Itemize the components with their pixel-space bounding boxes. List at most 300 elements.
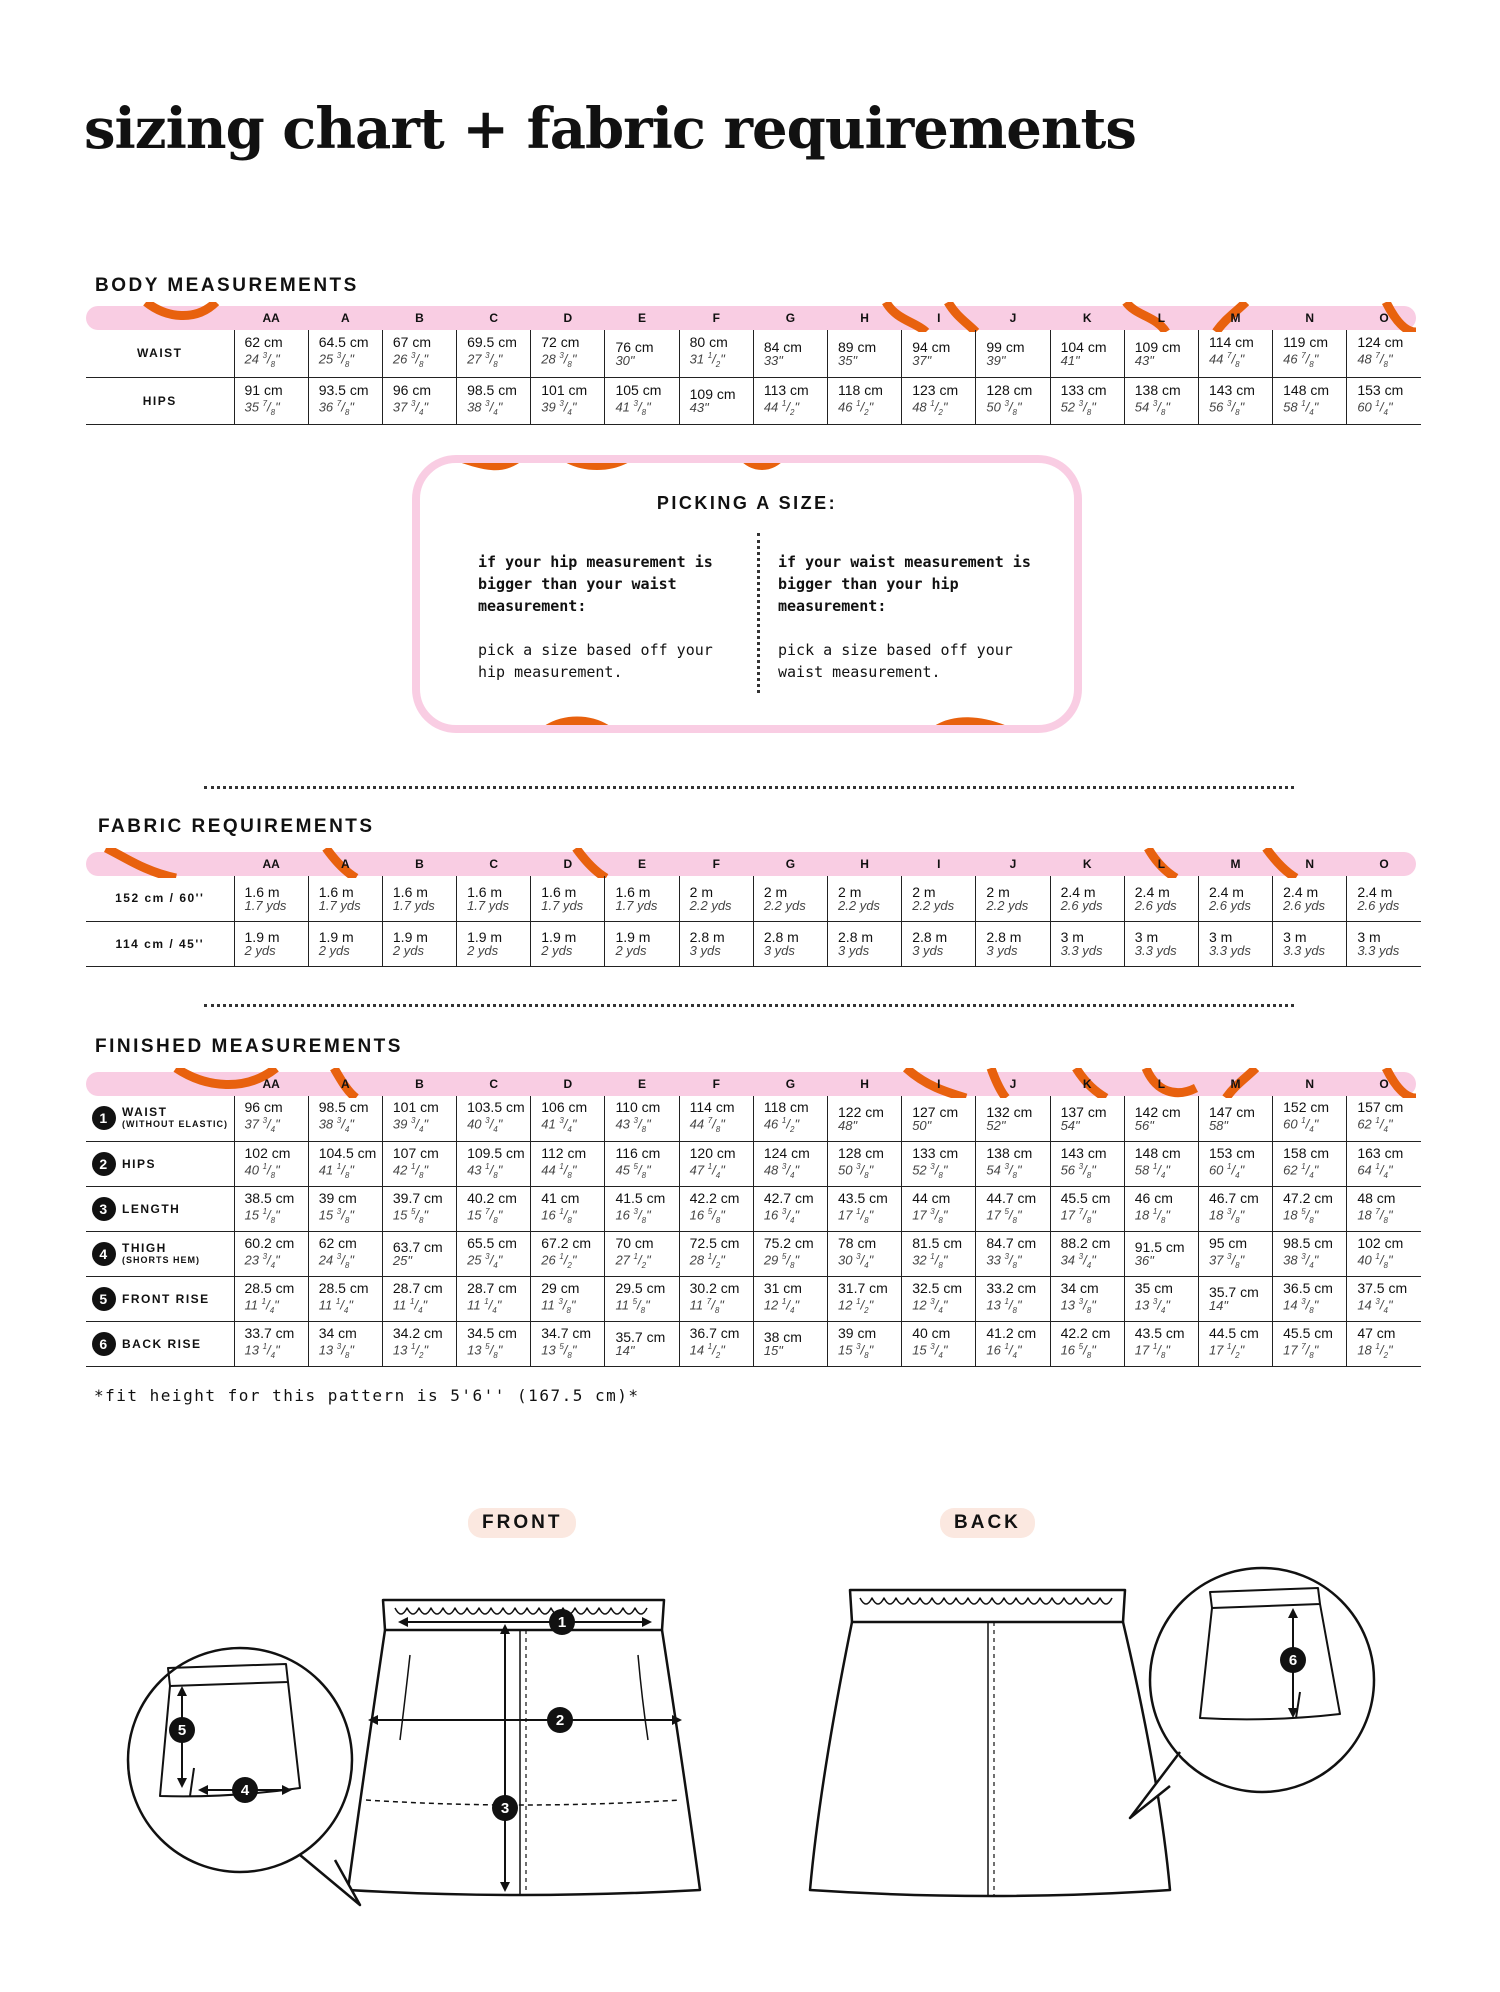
table-cell — [1050, 1096, 1124, 1141]
cell-primary-value: 120 cm — [689, 1144, 736, 1161]
table-cell — [1198, 1321, 1272, 1366]
table-cell — [828, 876, 902, 921]
table-cell — [1347, 1186, 1421, 1231]
cell-primary-value: 152 cm — [1283, 1099, 1330, 1116]
table-cell — [679, 876, 753, 921]
cell-primary-value: 44.7 cm — [986, 1189, 1037, 1206]
table-cell — [308, 921, 382, 966]
cell-secondary-value: 28 $^1/_2$" — [689, 1251, 725, 1270]
page-title: sizing chart + fabric requirements — [84, 96, 1136, 162]
table-cell — [531, 876, 605, 921]
cell-primary-value: 113 cm — [763, 381, 809, 398]
cell-secondary-value: 14" — [1208, 1298, 1229, 1313]
cell-primary-value: 75.2 cm — [763, 1234, 814, 1251]
row-label — [86, 1141, 234, 1186]
cell-secondary-value: 15 $^5/_8$" — [392, 1206, 429, 1225]
cell-secondary-value: 2.2 yds — [689, 897, 732, 913]
table-cell — [531, 1186, 605, 1231]
row-label-sub: (WITHOUT ELASTIC) — [122, 1119, 228, 1130]
row-label-main: LENGTH — [122, 1201, 181, 1216]
cell-secondary-value: 11 $^1/_4$" — [392, 1296, 428, 1315]
table-cell — [382, 921, 456, 966]
marker-1 — [549, 1609, 575, 1635]
cell-primary-value: 2.4 m — [1060, 883, 1096, 900]
size-header-c: C — [489, 311, 498, 325]
table-cell — [234, 1141, 308, 1186]
table-cell — [902, 876, 976, 921]
size-header-h: H — [860, 857, 869, 871]
cell-primary-value: 78 cm — [838, 1234, 877, 1251]
marker-4 — [232, 1777, 258, 1803]
table-cell — [828, 1276, 902, 1321]
cell-secondary-value: 39 $^3/_4$" — [392, 1116, 429, 1135]
table-cell — [1050, 1276, 1124, 1321]
cell-secondary-value: 13 $^1/_2$" — [392, 1341, 429, 1360]
body-measurements-heading: BODY MEASUREMENTS — [95, 275, 359, 296]
cell-secondary-value: 3.3 yds — [1357, 943, 1400, 958]
cell-secondary-value: 30 $^3/_4$" — [838, 1251, 874, 1270]
cell-primary-value: 36.7 cm — [689, 1324, 740, 1341]
cell-primary-value: 1.9 m — [318, 929, 354, 945]
cell-secondary-value: 2.6 yds — [1060, 897, 1103, 913]
cell-secondary-value: 60 $^1/_4$" — [1357, 398, 1393, 417]
cell-secondary-value: 33" — [763, 352, 783, 368]
size-header-i: I — [937, 311, 941, 325]
marker-6 — [1280, 1647, 1306, 1673]
table-cell — [1347, 377, 1421, 424]
cell-secondary-value: 13 $^3/_4$" — [1134, 1296, 1170, 1315]
size-header-j: J — [1009, 1077, 1017, 1091]
cell-primary-value: 2 m — [763, 883, 788, 900]
table-cell — [902, 1276, 976, 1321]
cell-secondary-value: 26 $^3/_8$" — [392, 351, 429, 370]
cell-primary-value: 143 cm — [1060, 1144, 1107, 1161]
row-number-badge: 4 — [92, 1242, 116, 1266]
cell-primary-value: 2.8 m — [763, 929, 799, 945]
cell-primary-value: 98.5 cm — [318, 1099, 369, 1116]
table-cell — [828, 330, 902, 377]
table-cell — [234, 921, 308, 966]
table-cell — [753, 1276, 827, 1321]
marker-4-label: 4 — [240, 1782, 250, 1799]
cell-primary-value: 33.7 cm — [244, 1324, 295, 1341]
table-cell — [976, 330, 1050, 377]
cell-primary-value: 42.2 cm — [1060, 1324, 1111, 1341]
row-label-text — [122, 1293, 210, 1305]
table-cell — [1050, 1321, 1124, 1366]
cell-primary-value: 158 cm — [1283, 1144, 1330, 1161]
back-label: BACK — [940, 1508, 1035, 1538]
cell-secondary-value: 41 $^3/_8$" — [615, 398, 651, 417]
waist-rule-answer: pick a size based off your waist measurement. — [778, 641, 1013, 681]
cell-primary-value: 138 cm — [986, 1144, 1033, 1161]
cell-primary-value: 1.6 m — [615, 883, 651, 900]
cell-secondary-value: 52" — [986, 1117, 1006, 1133]
cell-secondary-value: 40 $^3/_4$" — [467, 1116, 503, 1135]
cell-secondary-value: 41 $^3/_4$" — [541, 1116, 577, 1135]
cell-secondary-value: 13 $^3/_8$" — [1060, 1296, 1096, 1315]
cell-primary-value: 30.2 cm — [689, 1279, 740, 1296]
garment-diagram — [0, 1560, 1500, 1960]
cell-primary-value: 88.2 cm — [1060, 1234, 1111, 1251]
table-cell — [828, 1096, 902, 1141]
cell-secondary-value: 17 $^7/_8$" — [1283, 1341, 1319, 1360]
cell-secondary-value: 11 $^1/_4$" — [244, 1296, 279, 1315]
table-cell — [457, 330, 531, 377]
table-cell — [1124, 1321, 1198, 1366]
table-cell — [828, 1231, 902, 1276]
size-header-n: N — [1305, 311, 1315, 325]
table-cell — [1198, 1231, 1272, 1276]
table-cell — [457, 1231, 531, 1276]
cell-secondary-value: 3 yds — [689, 943, 721, 958]
cell-secondary-value: 44 $^1/_8$" — [541, 1161, 577, 1180]
row-label — [86, 1096, 234, 1141]
cell-secondary-value: 18 $^1/_2$" — [1357, 1341, 1393, 1360]
cell-secondary-value: 15 $^7/_8$" — [467, 1206, 503, 1225]
cell-secondary-value: 1.7 yds — [392, 897, 435, 913]
cell-primary-value: 102 cm — [1357, 1234, 1404, 1251]
cell-primary-value: 1.9 m — [615, 929, 651, 945]
cell-primary-value: 153 cm — [1357, 381, 1404, 398]
cell-secondary-value: 14 $^3/_8$" — [1283, 1296, 1319, 1315]
cell-primary-value: 137 cm — [1060, 1103, 1107, 1120]
finished-measurements-heading: FINISHED MEASUREMENTS — [95, 1036, 403, 1057]
cell-secondary-value: 62 $^1/_4$" — [1283, 1161, 1319, 1180]
cell-secondary-value: 16 $^3/_8$" — [615, 1206, 651, 1225]
size-header-a: A — [340, 1077, 350, 1091]
header-spacer — [86, 1072, 234, 1096]
size-header-n: N — [1305, 1077, 1315, 1091]
row-label: HIPS — [86, 377, 234, 424]
table-cell — [457, 1096, 531, 1141]
cell-primary-value: 2.8 m — [689, 929, 725, 945]
row-number-badge: 2 — [92, 1152, 116, 1176]
cell-primary-value: 147 cm — [1208, 1103, 1255, 1120]
cell-primary-value: 114 cm — [689, 1099, 735, 1116]
size-header-f: F — [712, 1077, 720, 1091]
table-cell — [902, 1186, 976, 1231]
cell-secondary-value: 13 $^3/_8$" — [318, 1341, 354, 1360]
fit-height-note: *fit height for this pattern is 5'6'' (167.5 cm)* — [94, 1386, 640, 1405]
table-cell — [902, 921, 976, 966]
cell-primary-value: 33.2 cm — [986, 1279, 1037, 1296]
cell-primary-value: 99 cm — [986, 338, 1025, 355]
cell-primary-value: 1.9 m — [467, 929, 503, 945]
cell-primary-value: 153 cm — [1208, 1144, 1255, 1161]
cell-primary-value: 118 cm — [838, 381, 883, 398]
size-header-c: C — [489, 1077, 498, 1091]
cell-secondary-value: 35 $^7/_8$" — [244, 398, 280, 417]
cell-primary-value: 29.5 cm — [615, 1279, 666, 1296]
table-cell — [753, 876, 827, 921]
cell-secondary-value: 27 $^1/_2$" — [615, 1251, 651, 1270]
cell-secondary-value: 38 $^3/_4$" — [1283, 1251, 1319, 1270]
table-cell — [1347, 1231, 1421, 1276]
cell-secondary-value: 37 $^3/_8$" — [1208, 1251, 1245, 1270]
table-cell — [976, 1231, 1050, 1276]
cell-primary-value: 116 cm — [615, 1144, 661, 1161]
cell-secondary-value: 41 $^1/_8$" — [318, 1161, 354, 1180]
fabric-requirements-heading: FABRIC REQUIREMENTS — [98, 816, 375, 837]
table-cell — [605, 921, 679, 966]
cell-secondary-value: 37 $^3/_4$" — [392, 398, 429, 417]
table-cell — [1198, 1276, 1272, 1321]
marker-2-label: 2 — [555, 1712, 565, 1729]
cell-secondary-value: 11 $^1/_4$" — [318, 1296, 353, 1315]
cell-secondary-value: 40 $^1/_8$" — [1357, 1251, 1393, 1270]
table-cell — [1273, 330, 1347, 377]
cell-primary-value: 76 cm — [615, 338, 654, 355]
size-header-b: B — [415, 1077, 424, 1091]
row-label-main: FRONT RISE — [122, 1291, 210, 1306]
table-cell — [1124, 1141, 1198, 1186]
cell-secondary-value: 27 $^3/_8$" — [467, 351, 503, 370]
size-header-b: B — [415, 857, 424, 871]
table-cell — [308, 1096, 382, 1141]
table-cell — [1347, 1321, 1421, 1366]
table-cell — [902, 1096, 976, 1141]
size-header-m: M — [1230, 1077, 1241, 1091]
size-header-e: E — [638, 1077, 647, 1091]
table-cell — [605, 1276, 679, 1321]
cell-secondary-value: 2 yds — [467, 943, 499, 958]
cell-secondary-value: 26 $^1/_2$" — [541, 1251, 577, 1270]
size-header-e: E — [638, 857, 647, 871]
waist-rule-question: if your waist measurement is bigger than your hip measurement: — [778, 553, 1031, 615]
table-cell — [531, 1276, 605, 1321]
cell-primary-value: 3 m — [1134, 929, 1159, 945]
table-cell — [308, 1276, 382, 1321]
table-cell — [457, 876, 531, 921]
back-shorts-drawing — [1200, 1588, 1340, 1719]
table-cell — [1198, 876, 1272, 921]
cell-secondary-value: 54 $^3/_8$" — [1134, 398, 1170, 417]
cell-primary-value: 103.5 cm — [467, 1099, 525, 1116]
cell-secondary-value: 44 $^1/_2$" — [763, 398, 800, 417]
table-cell — [679, 1276, 753, 1321]
cell-secondary-value: 46 $^1/_2$" — [838, 398, 874, 417]
section-divider — [204, 786, 1294, 789]
cell-primary-value: 32.5 cm — [912, 1279, 963, 1296]
cell-primary-value: 47.2 cm — [1283, 1189, 1333, 1206]
cell-primary-value: 35.7 cm — [615, 1329, 666, 1345]
size-header-g: G — [785, 1077, 796, 1091]
table-cell — [234, 377, 308, 424]
cell-secondary-value: 17 $^1/_2$" — [1208, 1341, 1245, 1360]
cell-primary-value: 46.7 cm — [1208, 1189, 1259, 1206]
cell-primary-value: 62 cm — [244, 334, 283, 351]
table-cell — [457, 1321, 531, 1366]
cell-secondary-value: 43 $^3/_8$" — [615, 1116, 651, 1135]
table-cell — [753, 1186, 827, 1231]
row-number-badge: 3 — [92, 1197, 116, 1221]
cell-primary-value: 47 cm — [1357, 1324, 1396, 1341]
size-header-d: D — [563, 311, 573, 325]
cell-secondary-value: 15 $^3/_8$" — [838, 1341, 874, 1360]
table-cell — [679, 1141, 753, 1186]
size-header-h: H — [860, 1077, 869, 1091]
cell-primary-value: 31 cm — [763, 1279, 802, 1296]
table-row — [86, 1186, 1421, 1231]
table-cell — [1124, 876, 1198, 921]
size-header-o: O — [1379, 857, 1389, 871]
cell-secondary-value: 2 yds — [392, 943, 424, 958]
table-cell — [1124, 377, 1198, 424]
waist-rule — [778, 551, 1038, 683]
table-row — [86, 1231, 1421, 1276]
cell-primary-value: 41.2 cm — [986, 1324, 1037, 1341]
cell-primary-value: 40.2 cm — [467, 1189, 517, 1206]
size-header-m: M — [1230, 857, 1241, 871]
cell-secondary-value: 15" — [763, 1343, 783, 1358]
section-divider — [204, 1004, 1294, 1007]
table-cell — [457, 1276, 531, 1321]
marker-6-label: 6 — [1288, 1652, 1298, 1669]
cell-secondary-value: 11 $^5/_8$" — [615, 1296, 650, 1315]
cell-secondary-value: 35" — [838, 352, 858, 368]
table-cell — [1347, 330, 1421, 377]
cell-secondary-value: 18 $^7/_8$" — [1357, 1206, 1393, 1225]
cell-secondary-value: 31 $^1/_2$" — [689, 351, 725, 370]
table-cell — [679, 1186, 753, 1231]
row-label — [86, 1321, 234, 1366]
cell-secondary-value: 38 $^3/_4$" — [318, 1116, 354, 1135]
cell-secondary-value: 11 $^7/_8$" — [689, 1296, 724, 1315]
cell-secondary-value: 44 $^7/_8$" — [1208, 351, 1245, 370]
table-cell — [828, 921, 902, 966]
cell-primary-value: 133 cm — [1060, 381, 1107, 398]
table-cell — [1273, 1231, 1347, 1276]
table-cell — [605, 1231, 679, 1276]
cell-secondary-value: 2.6 yds — [1357, 897, 1400, 913]
row-label — [86, 1231, 234, 1276]
table-cell — [1124, 330, 1198, 377]
cell-secondary-value: 37 $^3/_4$" — [244, 1116, 280, 1135]
cell-primary-value: 101 cm — [392, 1099, 439, 1116]
cell-primary-value: 3 m — [1208, 929, 1233, 945]
table-cell — [828, 1321, 902, 1366]
cell-secondary-value: 17 $^5/_8$" — [986, 1206, 1022, 1225]
body-measurements-table — [86, 306, 1421, 425]
cell-primary-value: 109 cm — [1134, 338, 1181, 355]
row-number-badge: 6 — [92, 1332, 116, 1356]
cell-secondary-value: 12 $^3/_4$" — [912, 1296, 948, 1315]
table-cell — [828, 377, 902, 424]
table-cell — [382, 1141, 456, 1186]
cell-primary-value: 101 cm — [541, 381, 588, 398]
cell-secondary-value: 3 yds — [763, 943, 795, 958]
table-cell — [531, 330, 605, 377]
cell-secondary-value: 3.3 yds — [1060, 943, 1103, 958]
cell-primary-value: 110 cm — [615, 1099, 661, 1116]
cell-primary-value: 70 cm — [615, 1234, 654, 1251]
cell-primary-value: 106 cm — [541, 1099, 588, 1116]
cell-secondary-value: 52 $^3/_8$" — [1060, 398, 1096, 417]
cell-secondary-value: 1.7 yds — [541, 897, 584, 913]
cell-primary-value: 2 m — [986, 883, 1010, 900]
cell-primary-value: 62 cm — [318, 1234, 357, 1251]
table-cell — [234, 1276, 308, 1321]
header-spacer — [86, 852, 234, 876]
size-header-k: K — [1082, 1077, 1092, 1091]
cell-secondary-value: 2 yds — [244, 943, 276, 958]
table-cell — [234, 876, 308, 921]
size-header-g: G — [785, 311, 796, 325]
size-header-h: H — [860, 311, 869, 325]
table-cell — [1273, 1321, 1347, 1366]
table-cell — [1124, 1276, 1198, 1321]
cell-primary-value: 34 cm — [318, 1324, 357, 1341]
table-cell — [679, 377, 753, 424]
size-header-i: I — [937, 857, 941, 871]
cell-secondary-value: 12 $^1/_4$" — [763, 1296, 800, 1315]
cell-primary-value: 122 cm — [838, 1103, 884, 1120]
marker-1-label: 1 — [557, 1614, 567, 1631]
cell-primary-value: 128 cm — [986, 381, 1033, 398]
table-cell — [1198, 330, 1272, 377]
cell-secondary-value: 58 $^1/_4$" — [1134, 1161, 1170, 1180]
table-cell — [753, 1321, 827, 1366]
cell-primary-value: 102 cm — [244, 1144, 291, 1161]
size-header-m: M — [1230, 311, 1241, 325]
cell-secondary-value: 11 $^1/_4$" — [467, 1296, 502, 1315]
row-label: WAIST — [86, 330, 234, 377]
table-row — [86, 876, 1421, 921]
cell-secondary-value: 48 $^7/_8$" — [1357, 351, 1393, 370]
cell-primary-value: 127 cm — [912, 1103, 959, 1120]
table-cell — [679, 1231, 753, 1276]
cell-primary-value: 28.5 cm — [244, 1279, 295, 1296]
cell-primary-value: 148 cm — [1134, 1144, 1181, 1161]
size-header-j: J — [1009, 311, 1017, 325]
table-cell — [1273, 1276, 1347, 1321]
cell-secondary-value: 2 yds — [318, 943, 350, 958]
table-cell — [1050, 330, 1124, 377]
cell-primary-value: 2 m — [838, 883, 862, 900]
cell-secondary-value: 50 $^3/_8$" — [838, 1161, 874, 1180]
size-header-j: J — [1009, 857, 1017, 871]
row-label-text — [122, 1242, 200, 1266]
hip-rule-question: if your hip measurement is bigger than your waist measurement: — [478, 553, 713, 615]
table-cell — [308, 1141, 382, 1186]
cell-primary-value: 91.5 cm — [1134, 1239, 1185, 1255]
marker-2 — [547, 1707, 573, 1733]
table-cell — [308, 330, 382, 377]
table-cell — [308, 1321, 382, 1366]
table-cell — [1050, 1141, 1124, 1186]
table-row — [86, 921, 1421, 966]
cell-secondary-value: 1.7 yds — [615, 897, 658, 913]
cell-secondary-value: 2 yds — [615, 943, 647, 958]
cell-primary-value: 2.8 m — [912, 929, 948, 945]
cell-primary-value: 157 cm — [1357, 1099, 1404, 1116]
size-header-aa: AA — [262, 857, 280, 871]
size-header-d: D — [563, 857, 573, 871]
cell-secondary-value: 3.3 yds — [1208, 943, 1251, 958]
size-header-k: K — [1082, 857, 1092, 871]
cell-secondary-value: 13 $^5/_8$" — [467, 1341, 503, 1360]
table-cell — [679, 1321, 753, 1366]
table-cell — [531, 1231, 605, 1276]
table-cell — [976, 1276, 1050, 1321]
cell-primary-value: 2.8 m — [986, 929, 1022, 945]
size-header-o: O — [1379, 311, 1389, 325]
size-header-o: O — [1379, 1077, 1389, 1091]
table-cell — [1347, 1096, 1421, 1141]
cell-primary-value: 3 m — [1060, 929, 1084, 945]
table-cell — [1198, 377, 1272, 424]
